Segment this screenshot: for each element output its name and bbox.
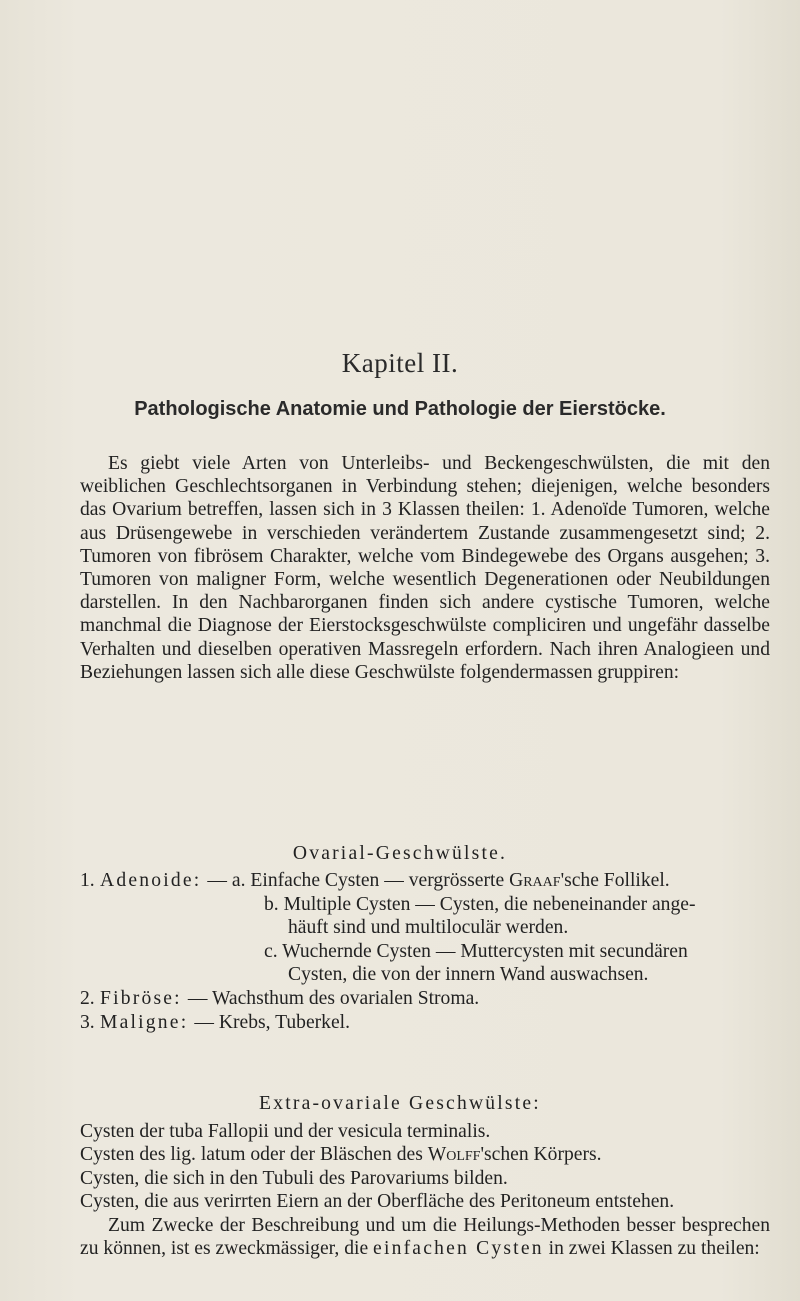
list-subitem: b. Multiple Cysten — Cysten, die nebeneinander ange- [264,893,696,915]
item-text: — Krebs, Tuberkel. [194,1011,351,1033]
emphasis-text: einfachen Cysten [373,1238,544,1260]
wolff-name: Wolff [427,1144,481,1166]
list-item: Cysten der tuba Fallopii und der vesicula terminalis. [80,1121,491,1142]
item-text [207,869,669,893]
list-subitem-continuation: häuft sind und multiloculär werden. [288,917,569,939]
item-number: 1. [80,870,95,891]
ovarial-heading: Ovarial-Geschwülste. [292,843,508,864]
extra-ovarial-heading: Extra-ovariale Geschwülste: [259,1093,541,1114]
chapter-heading: Kapitel II. [341,348,459,378]
closing-text-a: Zum Zwecke der Beschreibung und um die Heilungs-Methoden besser besprechen zu können, ist es zweckmässiger, die [80,1214,770,1260]
item-number: 2. [80,987,95,1009]
graaf-name: Graaf [509,870,561,891]
list-item [80,1011,770,1035]
list-item: Cysten, die aus verirrten Eiern an der Oberfläche des Peritoneum entstehen. [80,1191,675,1213]
closing-paragraph [80,1214,770,1261]
list-subitem-continuation: Cysten, die von der innern Wand auswachsen. [288,964,649,986]
item-text-a-end: 'sche Follikel. [560,870,670,891]
item-term: Maligne: [100,1011,189,1033]
list-subitem: c. Wuchernde Cysten — Muttercysten mit secundären [264,940,688,962]
line-text-end: 'schen Körpers. [480,1144,602,1166]
item-text-a: — a. Einfache Cysten — vergrösserte [207,870,505,891]
item-term: Adenoide: [100,870,202,891]
intro-paragraph: Es giebt viele Arten von Unterleibs- und Beckengeschwülsten, die mit den weiblichen Geschlechtsorganen in Verbindung stehen; diejenigen, welche besonders das Ovarium betreffen, lassen sich in 3 Klassen theilen: 1. Adenoïde Tumoren, welche aus Drüsengewebe in verschieden verändertem Zustande zusammengesetzt sind; 2. Tumoren von fibrösem Charakter, welche vom Bindegewebe des Organs ausgehen; 3. Tumoren von maligner Form, welche wesentlich Degenerationen oder Neubildungen darstellen. In den Nachbarorganen finden sich andere cystische Tumoren, welche manchmal die Diagnose der Eierstocksgeschwülste compliciren und ungefähr dasselbe Verhalten und dieselben operativen Massregeln erfordern. Nach ihren Analogieen und Beziehungen lassen sich alle diese Geschwülste folgendermassen gruppiren: [80,453,770,683]
list-item [80,1143,770,1166]
item-term: Fibröse: [100,987,182,1009]
list-item: Cysten, die sich in den Tubuli des Parovariums bilden. [80,1167,508,1189]
ovarial-list [80,869,770,1034]
section-title: Pathologische Anatomie und Pathologie der Eierstöcke. [134,398,666,420]
item-text: — Wachsthum des ovarialen Stroma. [187,987,480,1009]
extra-ovarial-list [80,1120,770,1260]
item-number: 3. [80,1011,95,1033]
closing-text-b: in zwei Klassen zu theilen: [548,1238,760,1260]
line-text: Cysten des lig. latum oder der Bläschen des [80,1144,423,1166]
list-item [80,987,770,1011]
list-item [80,869,770,893]
